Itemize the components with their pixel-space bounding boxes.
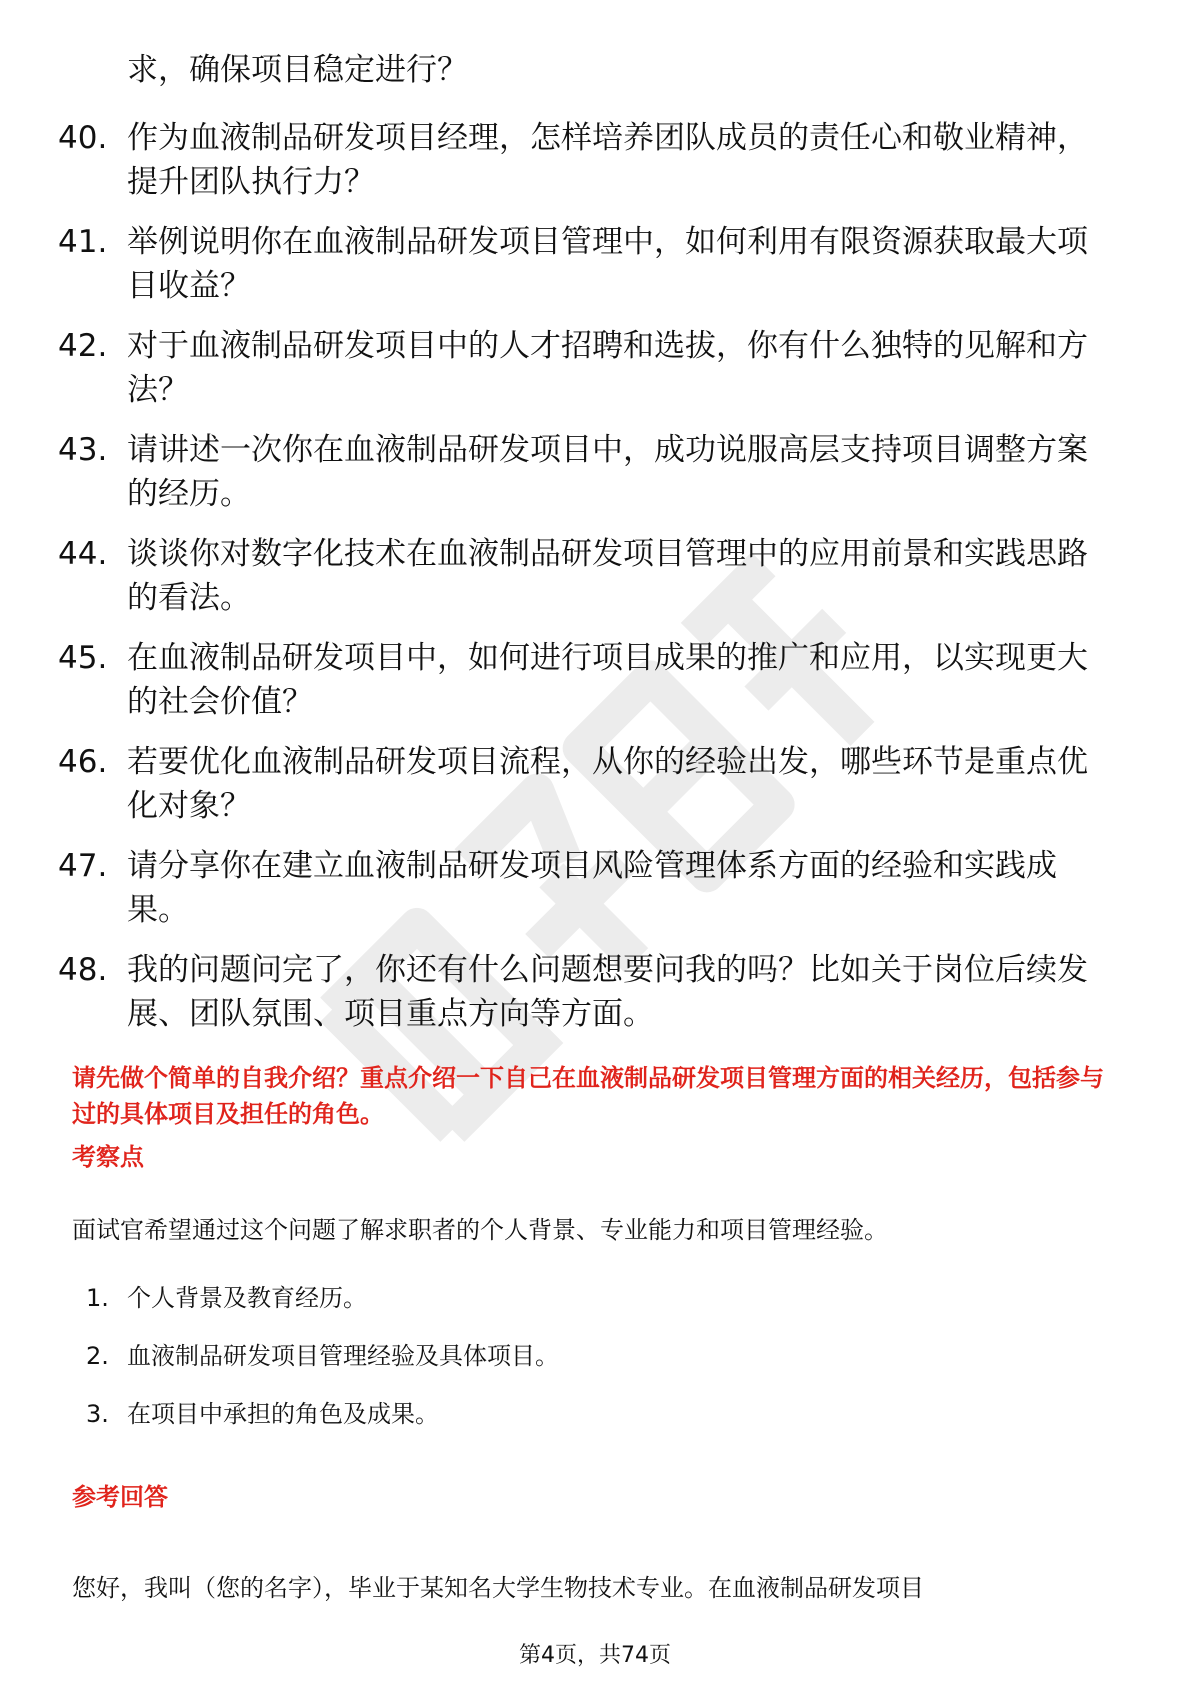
question-text: 谈谈你对数字化技术在血液制品研发项目管理中的应用前景和实践思路的看法。 bbox=[127, 536, 1088, 616]
question-item bbox=[0, 620, 1190, 724]
question-item bbox=[0, 828, 1190, 932]
focus-intro: 面试官希望通过这个问题了解求职者的个人背景、专业能力和项目管理经验。 bbox=[72, 1216, 888, 1244]
detail-question-heading: 请先做个简单的自我介绍？重点介绍一下自己在血液制品研发项目管理方面的相关经历，包括参与过的具体项目及担任的角色。 bbox=[72, 1064, 1104, 1128]
page-footer: 第4页，共74页 bbox=[519, 1643, 671, 1668]
question-text: 请分享你在建立血液制品研发项目风险管理体系方面的经验和实践成果。 bbox=[127, 848, 1057, 928]
answer-label: 参考回答 bbox=[72, 1483, 168, 1511]
question-item bbox=[0, 932, 1190, 1036]
focus-point bbox=[0, 1396, 1190, 1432]
question-item bbox=[0, 724, 1190, 828]
question-number: 42. bbox=[58, 328, 108, 364]
focus-point bbox=[0, 1338, 1190, 1374]
question-text: 作为血液制品研发项目经理，怎样培养团队成员的责任心和敬业精神，提升团队执行力？ bbox=[127, 120, 1088, 200]
question-text: 举例说明你在血液制品研发项目管理中，如何利用有限资源获取最大项目收益？ bbox=[127, 224, 1088, 304]
answer-text: 您好，我叫（您的名字），毕业于某知名大学生物技术专业。在血液制品研发项目 bbox=[72, 1574, 924, 1602]
question-continuation: 求，确保项目稳定进行？ bbox=[127, 52, 468, 88]
question-text: 在血液制品研发项目中，如何进行项目成果的推广和应用，以实现更大的社会价值？ bbox=[127, 640, 1088, 720]
question-item bbox=[0, 204, 1190, 308]
question-item bbox=[0, 412, 1190, 516]
question-number: 45. bbox=[58, 640, 108, 676]
question-text: 对于血液制品研发项目中的人才招聘和选拔，你有什么独特的见解和方法？ bbox=[127, 328, 1088, 408]
focus-label: 考察点 bbox=[72, 1143, 144, 1171]
point-text: 在项目中承担的角色及成果。 bbox=[127, 1400, 439, 1428]
question-number: 48. bbox=[58, 952, 108, 988]
question-number: 43. bbox=[58, 432, 108, 468]
question-item bbox=[0, 308, 1190, 412]
point-number: 1. bbox=[86, 1284, 109, 1312]
question-text: 我的问题问完了，你还有什么问题想要问我的吗？比如关于岗位后续发展、团队氛围、项目重点方向等方面。 bbox=[127, 952, 1088, 1032]
question-item bbox=[0, 516, 1190, 620]
question-number: 47. bbox=[58, 848, 108, 884]
question-number: 46. bbox=[58, 744, 108, 780]
question-number: 44. bbox=[58, 536, 108, 572]
point-number: 2. bbox=[86, 1342, 109, 1370]
question-text: 若要优化血液制品研发项目流程，从你的经验出发，哪些环节是重点优化对象？ bbox=[127, 744, 1088, 824]
question-text: 请讲述一次你在血液制品研发项目中，成功说服高层支持项目调整方案的经历。 bbox=[127, 432, 1088, 512]
point-text: 血液制品研发项目管理经验及具体项目。 bbox=[127, 1342, 559, 1370]
question-number: 41. bbox=[58, 224, 108, 260]
question-number: 40. bbox=[58, 120, 108, 156]
point-text: 个人背景及教育经历。 bbox=[127, 1284, 367, 1312]
question-list bbox=[0, 100, 1190, 1036]
point-number: 3. bbox=[86, 1400, 109, 1428]
question-item bbox=[0, 100, 1190, 204]
focus-point bbox=[0, 1280, 1190, 1316]
